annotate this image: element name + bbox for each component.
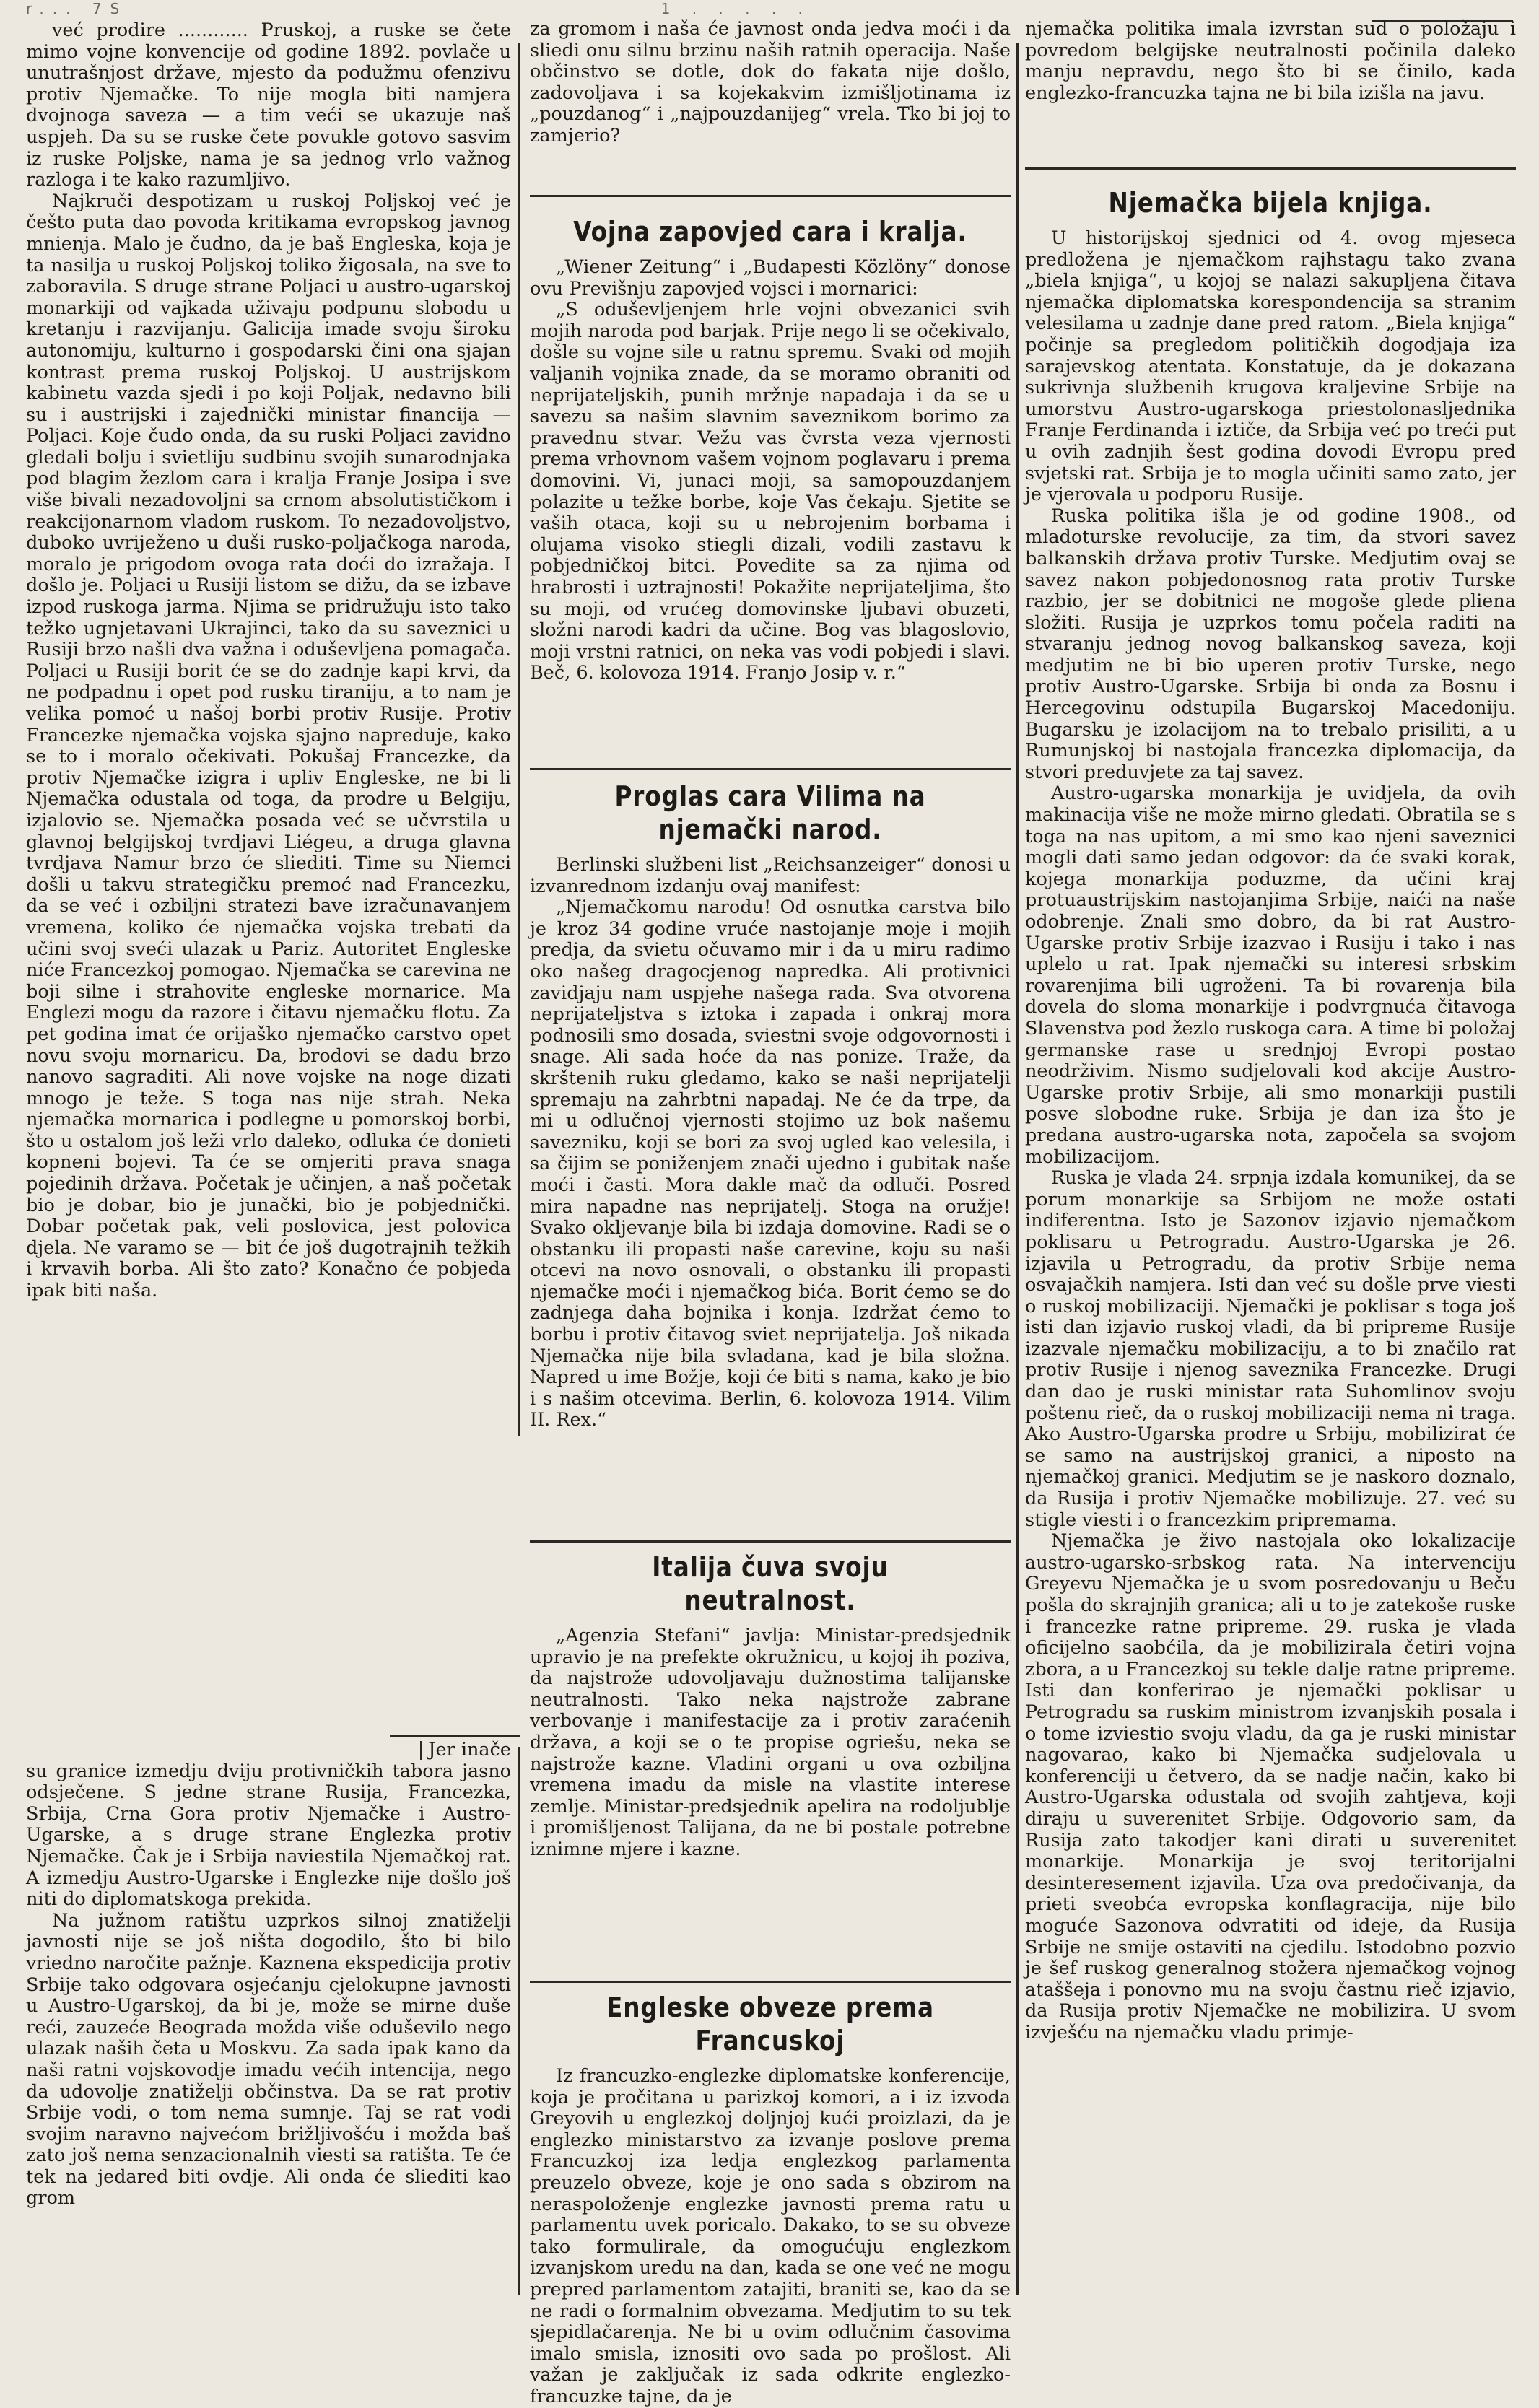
article-paragraph: Austro-ugarska monarkija je uvidjela, da ovih makinacija više ne može mirno gledati. Obratila se s toga na nas upitom, a mi smo kao njeni saveznici mogli dati samo jedan odgovor: da će svaki korak, kojega monarkija poduzme, da učini kraj protuaustrijskim nastojanjima Srbije, naići na naše odobrenje. Znali smo dobro, da bi rat Austro-Ugarske protiv Srbije izazvao i Rusiju i tako i nas uplelo u rat. Ipak njemački su interesi srbskim rovarenjima bili ugroženi. Ta bi rovarenja bila dovela do sloma monarkije i podvrgnuća čitavoga Slavenstva pod žezlo ruskoga cara. A time bi položaj germanske rase u srednjoj Evropi postao neodrživim. Nismo sudjelovali kod akcije Austro-Ugarske protiv Srbije, ali smo monarkiji pustili posve slobodne ruke. Srbija je dan iza što je predana austro-ugarska nota, započela sa svojom mobilizacijom. xyxy=(1025,782,1516,1168)
col1-foot-lead xyxy=(26,1740,511,1761)
col2-intro xyxy=(530,19,1011,186)
column-rule-1b xyxy=(518,1747,520,2295)
article-paragraph: Iz francuzko-englezke diplomatske konferencije, koja je pročitana u parizkoj komori, a i iz izvoda Greyovih u englezkoj doljnjoj kući proizlazi, da je englezko ministarstvo za izvanje poslove prema Francuzkoj iza ledja englezkog parlamenta preuzelo obveze, koje je ono sada s obzirom na neraspoloženje englezke javnosti prema ratu u parlamentu uvek poricalo. Dakako, to se su obveze tako formulirale, da omogućuju englezkom izvanjskom uredu na dan, kada se one već ne mogu prepred parlamentom zatajiti, braniti se, kao da se ne radi o formalnim obvezama. Medjutim to su tek sjepidlačarenja. Ne bi u ovim odlučnim časovima imalo smisla, iznositi ovo sada po prošlost. Ali važan je zaključak iz sada odkrite englezko-francuzke tajne, da je xyxy=(530,2065,1011,2407)
col3-intro xyxy=(1025,19,1516,163)
article-vojna-zapovjed xyxy=(530,215,1011,764)
article-engleske-obveze xyxy=(530,1991,1011,2407)
article-paragraph: Njemačka je živo nastojala oko lokalizacije austro-ugarsko-srbskog rata. Na intervenciju Greyevu Njemačka je u svom posredovanju u Beču pošla do skrajnjih granica; ali u to je zatekoše ruske i francezke ratne pripreme. 29. ruska je vlada oficijelno saobćila, da je mobilizirala četiri vojna zbora, a u Francezkoj su tekle dalje ratne pripreme. Isti dan konferirao je njemački poklisar u Petrogradu sa ruskim ministrom izvanjskih posala i o tome izviestio svoju vladu, da ga je ruski ministar nagovarao, kako bi Njemačka sudjelovala u konferenciji u četvero, da se nadje način, kako bi Austro-Ugarska odustala od svojih zahtjeva, koji diraju u suverenitet Srbije. Odgovorio sam, da Rusija zato takodjer kani dirati u suverenitet monarkije. Monarkija je svoj teritorijalni desinteresement izjavila. Uza ova predočivanja, da prieti sveobća evropska konflagracija, nije bilo moguće Sazonova odvratiti od ideje, da Rusija Srbije ne smije ostaviti na cjedilu. Istodobno pozvio je šef ruskog generalnog stožera njemačkog vojnog ataššeja i ponovno mu na svoju častnu rieč izjavio, da Rusija protiv Njemačke ne mobilizira. U svom izvješću na njemačku vladu primje- xyxy=(1025,1530,1516,2043)
article-paragraph: U historijskoj sjednici od 4. ovog mjeseca predložena je njemačkom rajhstagu tako zvana „biela knjiga“, u kojoj se nalazi sakupljena čitava njemačka diplomatska korespondencija sa stranim velesilama u zadnje dane pred ratom. „Biela knjiga“ počinje sa pregledom političkih dogodjaja iza sarajevskog atentata. Konstatuje, da je dokazana sukrivnja službenih krugova kraljevine Srbije na umorstvu Austro-ugarskoga priestolonasljednika Franje Ferdinanda i iztiče, da Srbija već po treći put u ovih zadnjih šest godina dovodi Evropu pred svjetski rat. Srbija je to mogla učiniti samo zato, jer je vjerovala u podporu Rusije. xyxy=(1025,227,1516,506)
article-paragraph: Ruska je vlada 24. srpnja izdala komunikej, da se porum monarkije sa Srbijom ne može ostati indiferentna. Isto je Sazonov izjavio njemačkom poklisaru u Petrogradu. Austro-Ugarska je 26. izjavila u Petrogradu, da protiv Srbije nema osvajačkih namjera. Isti dan već su došle prve viesti o ruskoj mobilizaciji. Njemački je poklisar s toga još isti dan izjavio ruskoj vladi, da bi pripreme Rusije izazvale njemačku mobilizaciju, a to bi značilo rat protiv Rusije i njenog saveznika Francezke. Drugi dan dao je ruski ministar rata Suhomlinov svoju poštenu rieč, da o ruskoj mobilizaciji nema ni traga. Ako Austro-Ugarska prodre u Srbiju, mobilizirat će se samo na austrijskoj granici, a niposto na njemačkoj granici. Medjutim se je naskoro doznalo, da Rusija i protiv Njemačke mobilizuje. 27. već su stigle viesti i o francezkim pripremama. xyxy=(1025,1167,1516,1531)
section-rule xyxy=(530,768,1011,770)
col2-intro-text: za gromom i naša će javnost onda jedva moći i da sliedi onu silnu brzinu naših ratnih operacija. Naše občinstvo se dotle, dok do fakata nije došlo, zadovoljava i sa kojekakvim izmišljotinama iz „pouzdanog“ i „najpouzdanijeg“ vrela. Tko bi joj to zamjerio? xyxy=(530,18,1011,147)
column-1 xyxy=(26,0,511,2313)
column-1-end-rule xyxy=(390,1735,520,1737)
column-rule-2 xyxy=(1016,43,1019,2295)
article-proglas-vilima xyxy=(530,780,1011,1537)
col1-foot-paragraph: su granice izmedju dviju protivničkih tabora jasno odsječene. S jedne strane Rusija, Francezka, Srbija, Crna Gora protiv Njemačke i Austro-Ugarske, a s druge strane Englezka protiv Njemačke. Čak je i Srbija naviestila Njemačkoj rat. A izmedju Austro-Ugarske i Englezke nije došlo još niti do diplomatskoga prekida. xyxy=(26,1760,511,1911)
masthead-center: 1 . . . . . xyxy=(660,0,811,17)
section-rule xyxy=(530,1540,1011,1543)
article-paragraph: „S oduševljenjem hrle vojni obvezanici svih mojih naroda pod barjak. Prije nego li se očekivalo, došle su vojne sile u ratnu spremu. Svaki od mojih valjanih vojnika znade, da se moramo obraniti od neprijateljskih, punih mržnje napadaja i da se u savezu sa našim slavnim saveznikom borimo za pravednu stvar. Vežu vas čvrsta veza vjernosti prema vrhovnom vašem vojnom poglavaru i prema domovini. Vi, junaci moji, sa samopouzdanjem polazite u težke borbe, koje Vas čekaju. Sjetite se vaših otaca, koji su u nebrojenim borbama i olujama visoko stiegli dizali, vodili zastavu k pobjedničkoj bitci. Povedite sa za njima od hrabrosti i uztrajnosti! Pokažite neprijateljima, što su moji, od vrućeg domovinske ljubavi obuzeti, složni narodi kadri da učine. Bog vas blagoslovio, moji vrstni ratnici, on neka vas vodi pobjedi i slavi. Beč, 6. kolovoza 1914. Franjo Josip v. r.“ xyxy=(530,299,1011,684)
section-rule xyxy=(530,195,1011,197)
article-paragraph: Berlinski službeni list „Reichsanzeiger“ donosi u izvanrednom izdanju ovaj manifest: xyxy=(530,854,1011,897)
headline-engleske-obveze: Engleske obveze prema Francuskoj xyxy=(606,1992,934,2056)
section-rule xyxy=(530,1981,1011,1983)
headline-vojna-zapovjed: Vojna zapovjed cara i kralja. xyxy=(573,216,967,248)
column-2 xyxy=(530,0,1011,2407)
col1-foot-lead-text: Jer inače xyxy=(428,1739,511,1761)
column-1-body xyxy=(26,20,511,1400)
col1-foot-paragraph: Na južnom ratištu uzprkos silnoj znatiželji javnosti nije se još ništa dogodilo, što bi bilo vriedno naročite pažnje. Kaznena ekspedicija protiv Srbije tako odgovara osjećanju cjelokupne javnosti u Austro-Ugarskoj, da bi je, može se mirne duše reći, zauzeće Beograda možda više oduševilo nego ulazak naših četa u Moskvu. Za sada ipak kano da naši ratni vojskovodje imadu većih intencija, nego da udovolje znatiželji občinstva. Da se rat protiv Srbije vodi, o tom nema sumnje. Taj se rat vodi svojim naravno najvećom brižljivošću i možda baš zato još nema senzacionalnih viesti sa ratišta. Te će tek na jedared biti ovdje. Ali onda će sliediti kao grom xyxy=(26,1909,511,2209)
column-1-continuation xyxy=(26,1740,511,2313)
column-3 xyxy=(1025,0,1516,2313)
col3-intro-text: njemačka politika imala izvrstan sud o položaju i povredom belgijske neutralnosti počinila daleko manju nepravdu, nego što bi se činilo, kada englezko-francuzka tajna ne bi bila izišla na javu. xyxy=(1025,18,1516,104)
article-paragraph: „Agenzia Stefani“ javlja: Ministar-predsjednik upravio je na prefekte okružnicu, u kojoj ih poziva, da najstrože udovoljavaju dužnostima talijanske neutralnosti. Tako neka najstrože zabrane verbovanje i manifestacije za i protiv zaraćenih država, a koji se o te propise ogriešu, neka se najstrože kazne. Vladini organi u ova ozbiljna vremena imadu da misle na vlastite interese zemlje. Ministar-predsjednik apelira na rodoljublje i promišljenost Talijana, da ne bi postale potrebne iznimne mjere i kazne. xyxy=(530,1625,1011,1860)
article-bijela-knjiga xyxy=(1025,186,1516,2313)
column-rule-1 xyxy=(518,43,520,1436)
article-paragraph: „Wiener Zeitung“ i „Budapesti Közlöny“ donose ovu Previšnju zapovjed vojsci i mornarici: xyxy=(530,256,1011,300)
masthead-left: r... 7S xyxy=(26,0,128,17)
headline-italija: Italija čuva svoju neutralnost. xyxy=(652,1551,889,1616)
headline-proglas-vilima: Proglas cara Vilima na njemački narod. xyxy=(614,780,926,845)
col1-paragraph: već prodire ............ Pruskoj, a ruske se čete mimo vojne konvencije od godine 1892. povlače u unutrašnjost države, mjesto da podužmu ofenzivu protiv Njemačke. To nije mogla biti namjera dvojnoga saveza — a tim veći se ukazuje naš uspjeh. Da su se ruske čete povukle gotovo sasvim iz ruske Poljske, nama je sa jednog vrlo važnog razloga i te kako razumljivo. xyxy=(26,19,511,191)
section-rule xyxy=(1025,167,1516,170)
article-paragraph: „Njemačkomu narodu! Od osnutka carstva bilo je kroz 34 godine vruće nastojanje moje i mojih predja, da svietu očuvamo mir i da u miru radimo oko našeg dragocjenog napredka. Ali protivnici zavidjaju nam uspjehe našega rada. Sva otvorena neprijateljstva s iztoka i zapada i onkraj mora podnosili smo dosada, sviestni svoje odgovornosti i snage. Ali sada hoće da nas ponize. Traže, da skrštenih ruku gledamo, kako se naši neprijatelji spremaju na zahrbtni napadaj. Ne će da trpe, da mi u odlučnoj vjernosti stojimo uz bok našemu savezniku, koji se bori za svoj ugled kao velesila, i sa čijim se poniženjem znači ujedno i gubitak naše moći i časti. Mora dakle mač da odluči. Posred mira napadne nas neprijatelj. Stoga na oružje! Svako okljevanje bila bi izdaja domovine. Radi se o obstanku ili propasti naše carevine, koju su naši otcevi na novo osnovali, o obstanku ili propasti njemačke moći i njemačkog bića. Borit ćemo se do zadnjega daha bojnika i konja. Izdržat ćemo to borbu i protiv čitavog sviet neprijatelja. Još nikada Njemačka nije bila svladana, kad je bila složna. Napred u ime Božje, koji će biti s nama, kako je bio i s našim otcevima. Berlin, 6. kolovoza 1914. Vilim II. Rex.“ xyxy=(530,897,1011,1431)
article-italija xyxy=(530,1550,1011,1981)
headline-bijela-knjiga: Njemačka bijela knjiga. xyxy=(1108,187,1433,219)
article-paragraph: Ruska politika išla je od godine 1908., od mladoturske revolucije, za tim, da stvori savez balkanskih država protiv Turske. Medjutim ovaj se savez nakon pobjedonosnog rata protiv Turske razbio, jer se dobitnici ne mogoše glede pliena složiti. Rusija je uzprkos tomu počela raditi na stvaranju jednog novog balkanskog saveza, koji medjutim ne bi bio uperen protiv Turske, nego protiv Austro-Ugarske. Srbija bi onda za Bosnu i Hercegovinu odstupila Bugarskoj Macedoniju. Bugarsku je izolacijom na to trebalo prisiliti, a u Rumunjskoj bi nastojala francezka diplomacija, da stvori preduvjete za taj savez. xyxy=(1025,505,1516,783)
col1-paragraph: Najkruči despotizam u ruskoj Poljskoj već je češto puta dao povoda kritikama evropskog javnog mnienja. Malo je čudno, da je baš Engleska, koja je ta nasilja u ruskoj Poljskoj toliko žigosala, na sve to zaboravila. S druge strane Poljaci u austro-ugarskoj monarkiji od vajkada uživaju podpunu slobodu u kretanju i razvijanju. Galicija imade svoju široku autonomiju, kulturno i gospodarski čini ona sjajan kontrast prema ruskoj Poljskoj. U austrijskom kabinetu vazda sjedi i po koji Poljak, nedavno bili su i austrijski i zajednički ministar financija — Poljaci. Koje čudo onda, da su ruski Poljaci zavidno gledali bolju i svietliju sudbinu svojih sunarodnjaka pod blagim žezlom cara i kralja Franje Josipa i sve više bivali nezadovoljni sa crnom absolutističkom i reakcijonarnom vladom ruskom. To nezadovoljstvo, duboko uvriježeno u duši rusko-poljačkoga naroda, moralo je prigodom ovoga rata doći do izražaja. I došlo je. Poljaci u Rusiji listom se dižu, da se izbave izpod ruskoga jarma. Njima se pridružuju isto tako težko ugnjetavani Ukrajinci, tako da su saveznici u Rusiji brzo našli dva važna i oduševljena pomagača. Poljaci u Rusiji borit će se do zadnje kapi krvi, da ne podpadnu i opet pod rusku tiraniju, a to nam je velika pomoć u našoj borbi protiv Rusije. Protiv Francezke njemačka vojska sjajno napreduje, kako se to i moralo očekivati. Pokušaj Francezke, da protiv Njemačke izigra i upliv Engleske, ne bi li Njemačka odustala od toga, da prodre u Belgiju, izjalovio se. Njemačka posada već se učvrstila u glavnoj belgijskoj tvrdjavi Liégeu, a druga glavna tvrdjava Namur brzo će sliediti. Time su Niemci došli u takvu strategičku premoć nad Francezku, da se već i ozbiljni stratezi bave izračunavanjem vremena, koliko će njemačka vojska trebati da učini svoj sveći ulazak u Pariz. Autoritet Engleske niće Francezkoj pomogao. Njemačka se carevina ne boji silne i strahovite engleske mornarice. Ma Englezi mogu da razore i čitavu njemačku flotu. Za pet godina imat će orijaško njemačko carstvo opet novu svoju mornaricu. Da, brodovi se dadu brzo nanovo sagraditi. Ali nove vojske na noge dizati mnogo je teže. S toga nas nije strah. Neka njemačka mornarica i podlegne u pomorskoj borbi, što u ostalom još leži vrlo daleko, odluka će donieti kopneni bojevi. Ta će se omjeriti prava snaga pojedinih država. Početak je učinjen, a naš početak bio je dobar, bio je junački, bio je pobjednički. Dobar početak pak, veli poslovica, jest polovica djela. Ne varamo se — bit će još dugotrajnih težkih i krvavih borba. Ali što zato? Konačno će pobjeda ipak biti naša. xyxy=(26,190,511,1302)
